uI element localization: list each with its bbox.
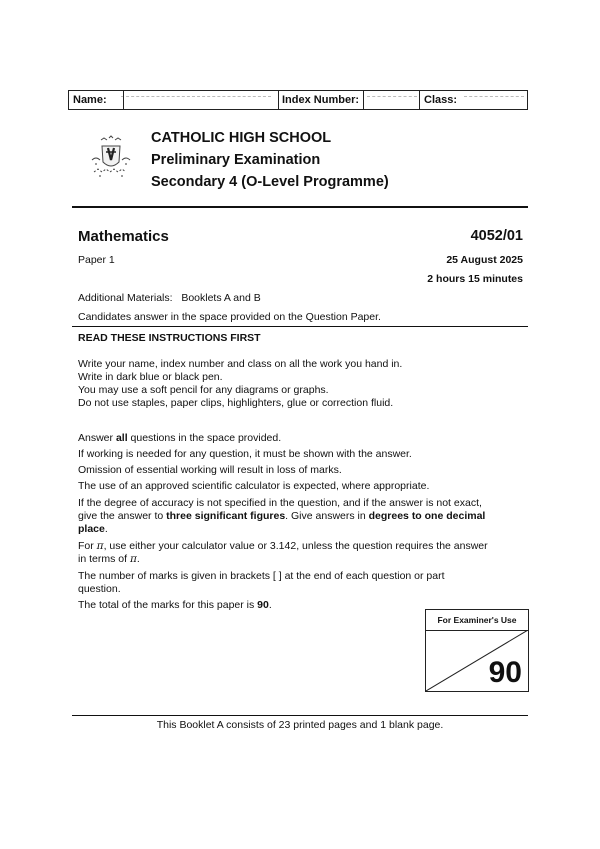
school-crest-icon — [86, 134, 136, 182]
additional-materials — [78, 292, 261, 305]
pi-paragraph: For π, use either your calculator value or 3.142, unless the question requires the answer in terms of π. — [78, 540, 488, 565]
header-rule — [72, 206, 528, 208]
subject-title: Mathematics — [78, 228, 169, 245]
instruction-line: You may use a soft pencil for any diagrams or graphs. — [78, 384, 329, 396]
instructions-rule — [72, 326, 528, 327]
accuracy-paragraph: If the degree of accuracy is not specified in the question, and if the answer is not exact, give the answer to three significant figures. Give answers in degrees to one decimal place. — [78, 497, 486, 535]
instructions-heading: READ THESE INSTRUCTIONS FIRST — [78, 332, 261, 344]
examiner-use-label: For Examiner's Use — [426, 610, 528, 631]
exam-date: 25 August 2025 — [446, 254, 523, 266]
examiner-use-box — [425, 609, 529, 692]
total-marks-line: The total of the marks for this paper is 90. — [78, 599, 272, 611]
exam-duration: 2 hours 15 minutes — [427, 273, 523, 285]
instruction-group-1 — [78, 358, 402, 410]
candidate-details-box — [68, 90, 528, 110]
pi-symbol: π — [129, 553, 137, 565]
exam-level: Secondary 4 (O-Level Programme) — [151, 174, 389, 190]
instruction-line: Write in dark blue or black pen. — [78, 371, 223, 383]
footer-note: This Booklet A consists of 23 printed pages and 1 blank page. — [156, 719, 444, 731]
school-name: CATHOLIC HIGH SCHOOL — [151, 130, 332, 146]
class-label: Class: — [424, 94, 458, 106]
examiner-total-marks: 90 — [488, 656, 522, 689]
marks-note: The number of marks is given in brackets [ ] at the end of each question or part question. — [78, 570, 445, 595]
exam-title: Preliminary Examination — [151, 152, 321, 168]
footer-rule — [72, 715, 528, 716]
answer-all-line: Answer all questions in the space provided. — [78, 432, 282, 444]
pi-symbol: π — [96, 540, 104, 552]
class-field[interactable] — [464, 96, 524, 97]
calculator-line: The use of an approved scientific calculator is expected, where appropriate. — [78, 480, 430, 492]
omission-line: Omission of essential working will result in loss of marks. — [78, 464, 342, 476]
paper-number: Paper 1 — [78, 254, 115, 266]
materials-label: Additional Materials: — [78, 292, 173, 304]
working-line: If working is needed for any question, it must be shown with the answer. — [78, 448, 412, 460]
paper-code: 4052/01 — [470, 228, 523, 244]
index-number-field[interactable] — [367, 96, 417, 97]
index-number-label: Index Number: — [282, 94, 360, 106]
materials-value: Booklets A and B — [181, 292, 261, 304]
name-label: Name: — [73, 94, 107, 106]
name-field[interactable] — [121, 96, 271, 97]
instruction-line: Do not use staples, paper clips, highlighters, glue or correction fluid. — [78, 397, 394, 409]
instruction-line: Write your name, index number and class on all the work you hand in. — [78, 358, 403, 370]
answer-note: Candidates answer in the space provided on the Question Paper. — [78, 311, 381, 323]
